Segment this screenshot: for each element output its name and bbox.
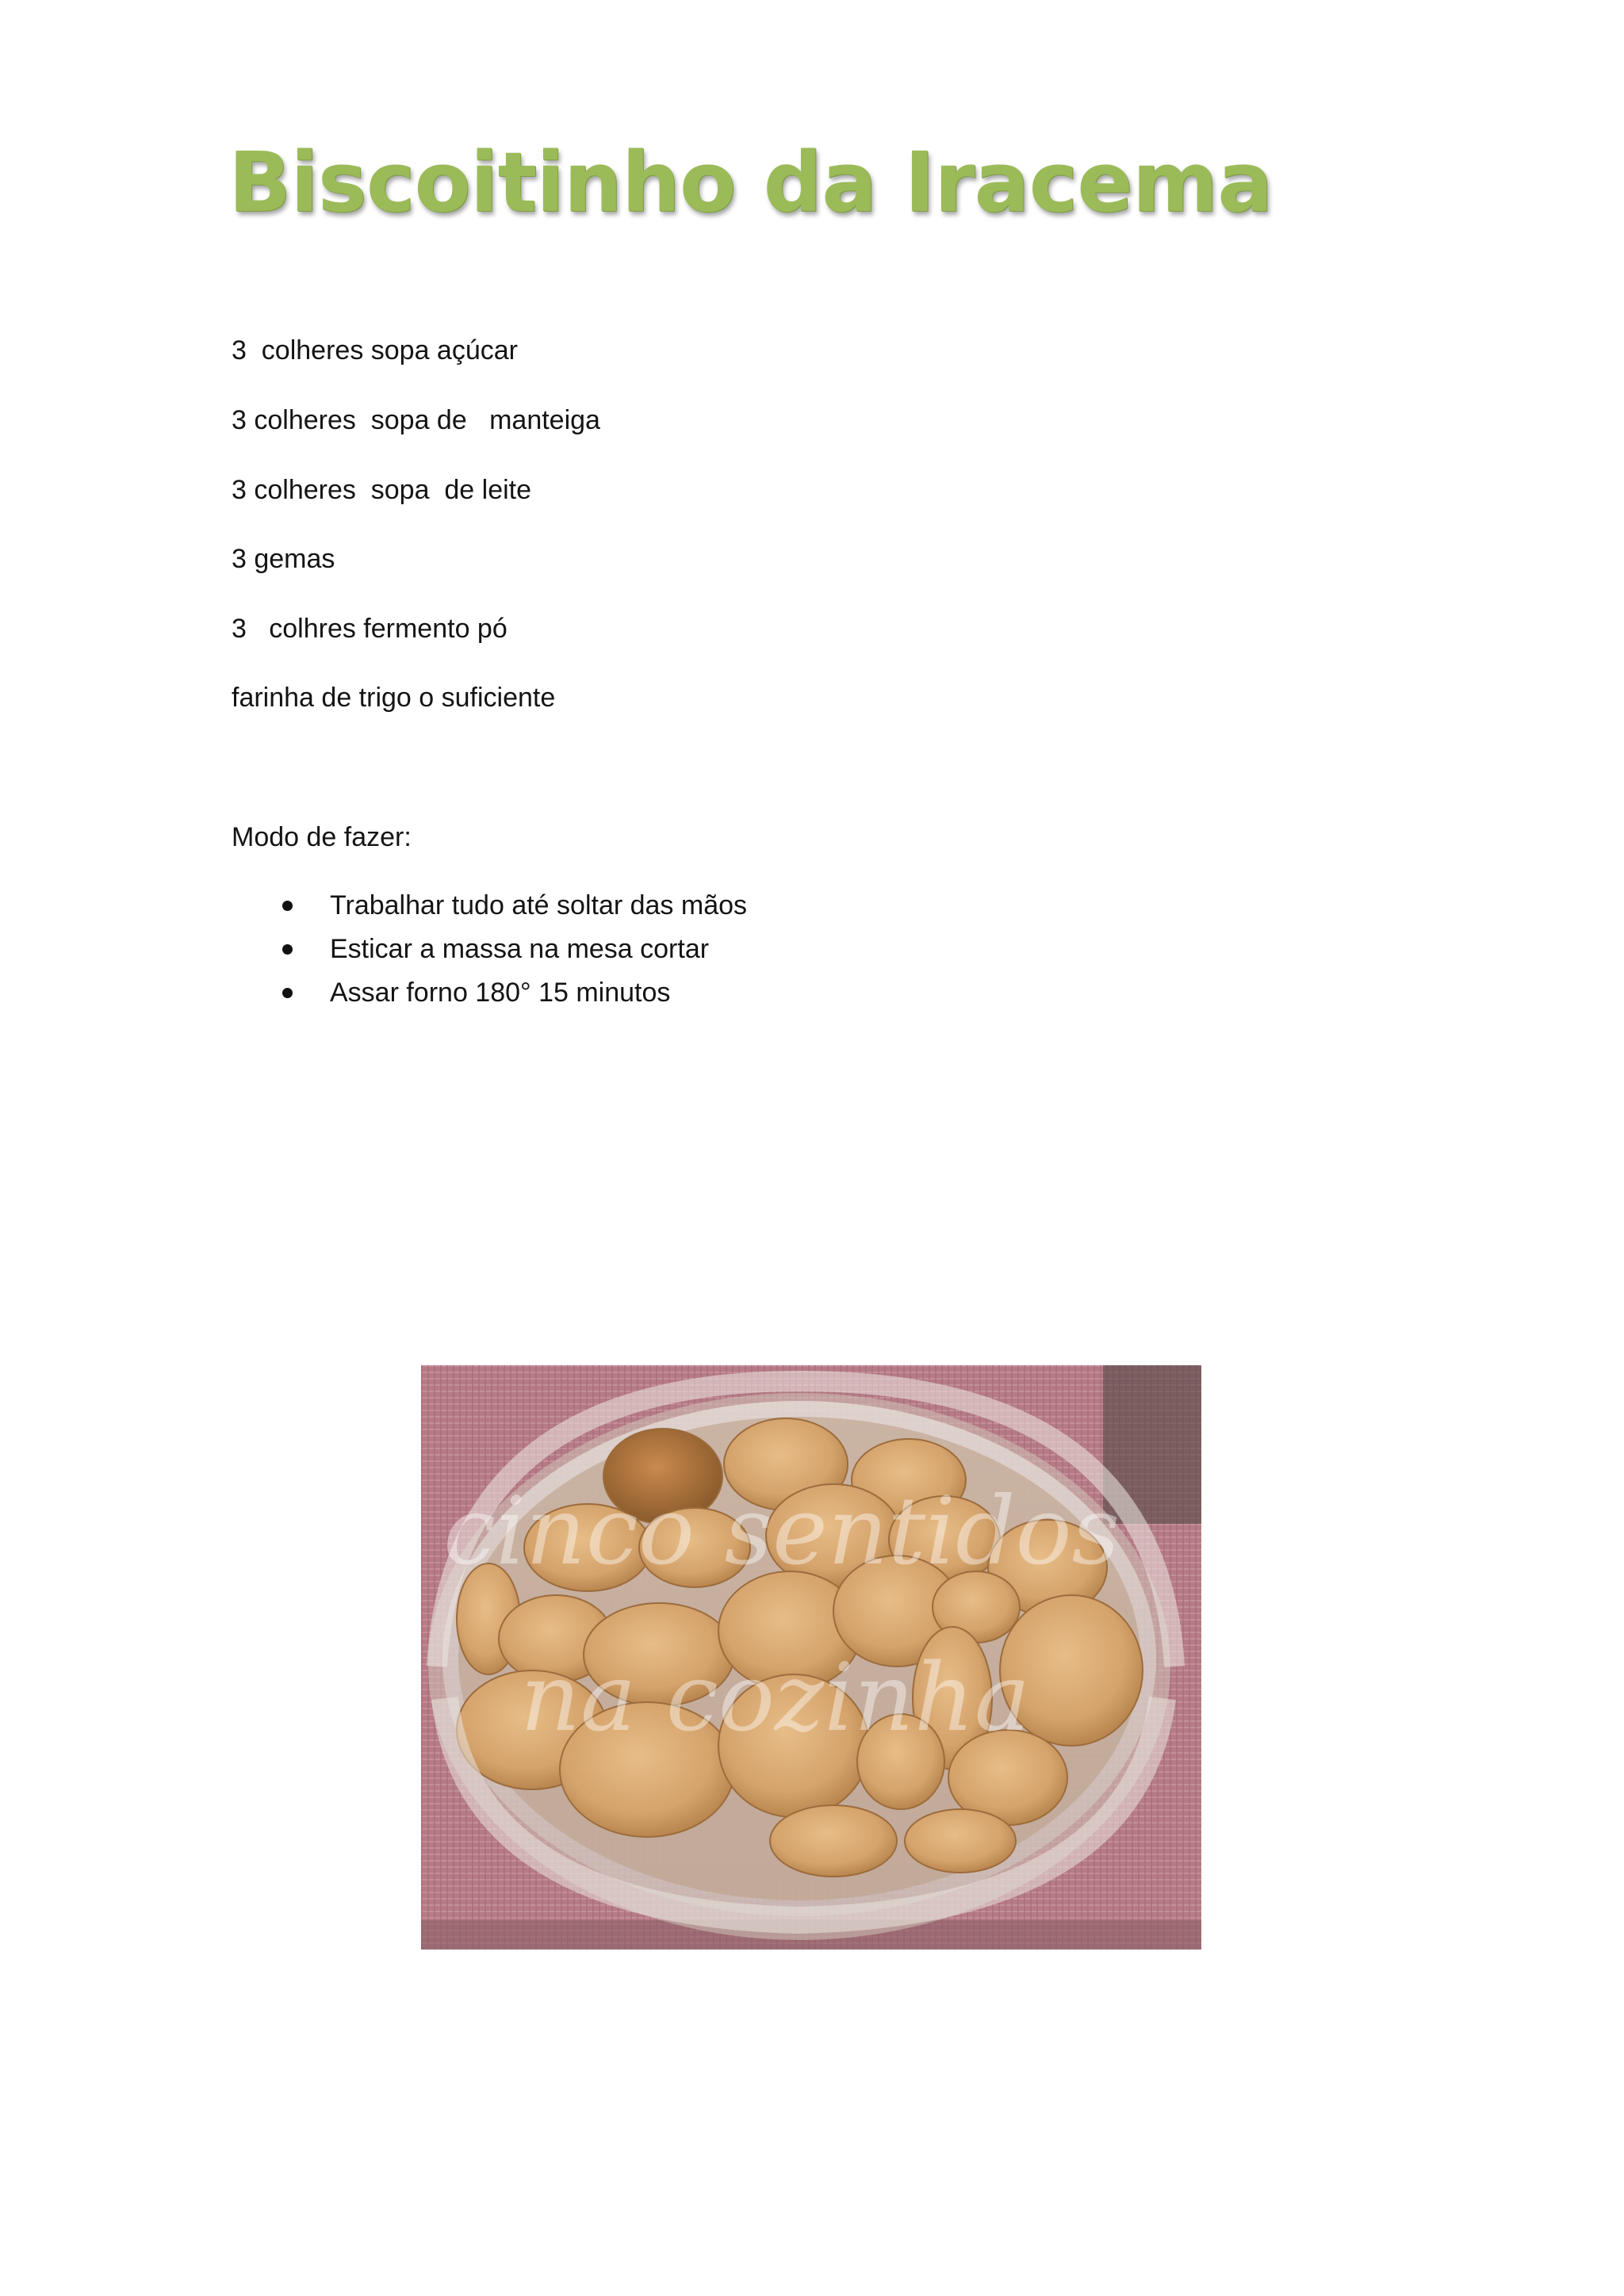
step-text: Esticar a massa na mesa cortar [330,934,710,964]
ingredient-line: 3 colheres sopa de leite [232,475,532,505]
watermark-text: na cozinha [520,1643,1031,1752]
cookies-photo [421,1365,1201,1950]
ingredient-line: 3 gemas [232,544,335,574]
method-heading: Modo de fazer: [232,822,412,852]
ingredient-line: 3 colhres fermento pó [232,614,508,644]
bullet-icon [282,901,293,911]
bullet-icon [282,988,293,998]
step-text: Assar forno 180° 15 minutos [330,978,671,1008]
ingredient-line: farinha de trigo o suficiente [232,683,556,713]
page-title: Biscoitinho da Iracema [228,134,1273,231]
watermark-text: cinco sentidos [443,1476,1120,1586]
step-text: Trabalhar tudo até soltar das mãos [330,890,748,920]
ingredient-line: 3 colheres sopa de manteiga [232,405,600,435]
bullet-icon [282,944,293,955]
ingredient-line: 3 colheres sopa açúcar [232,335,518,365]
